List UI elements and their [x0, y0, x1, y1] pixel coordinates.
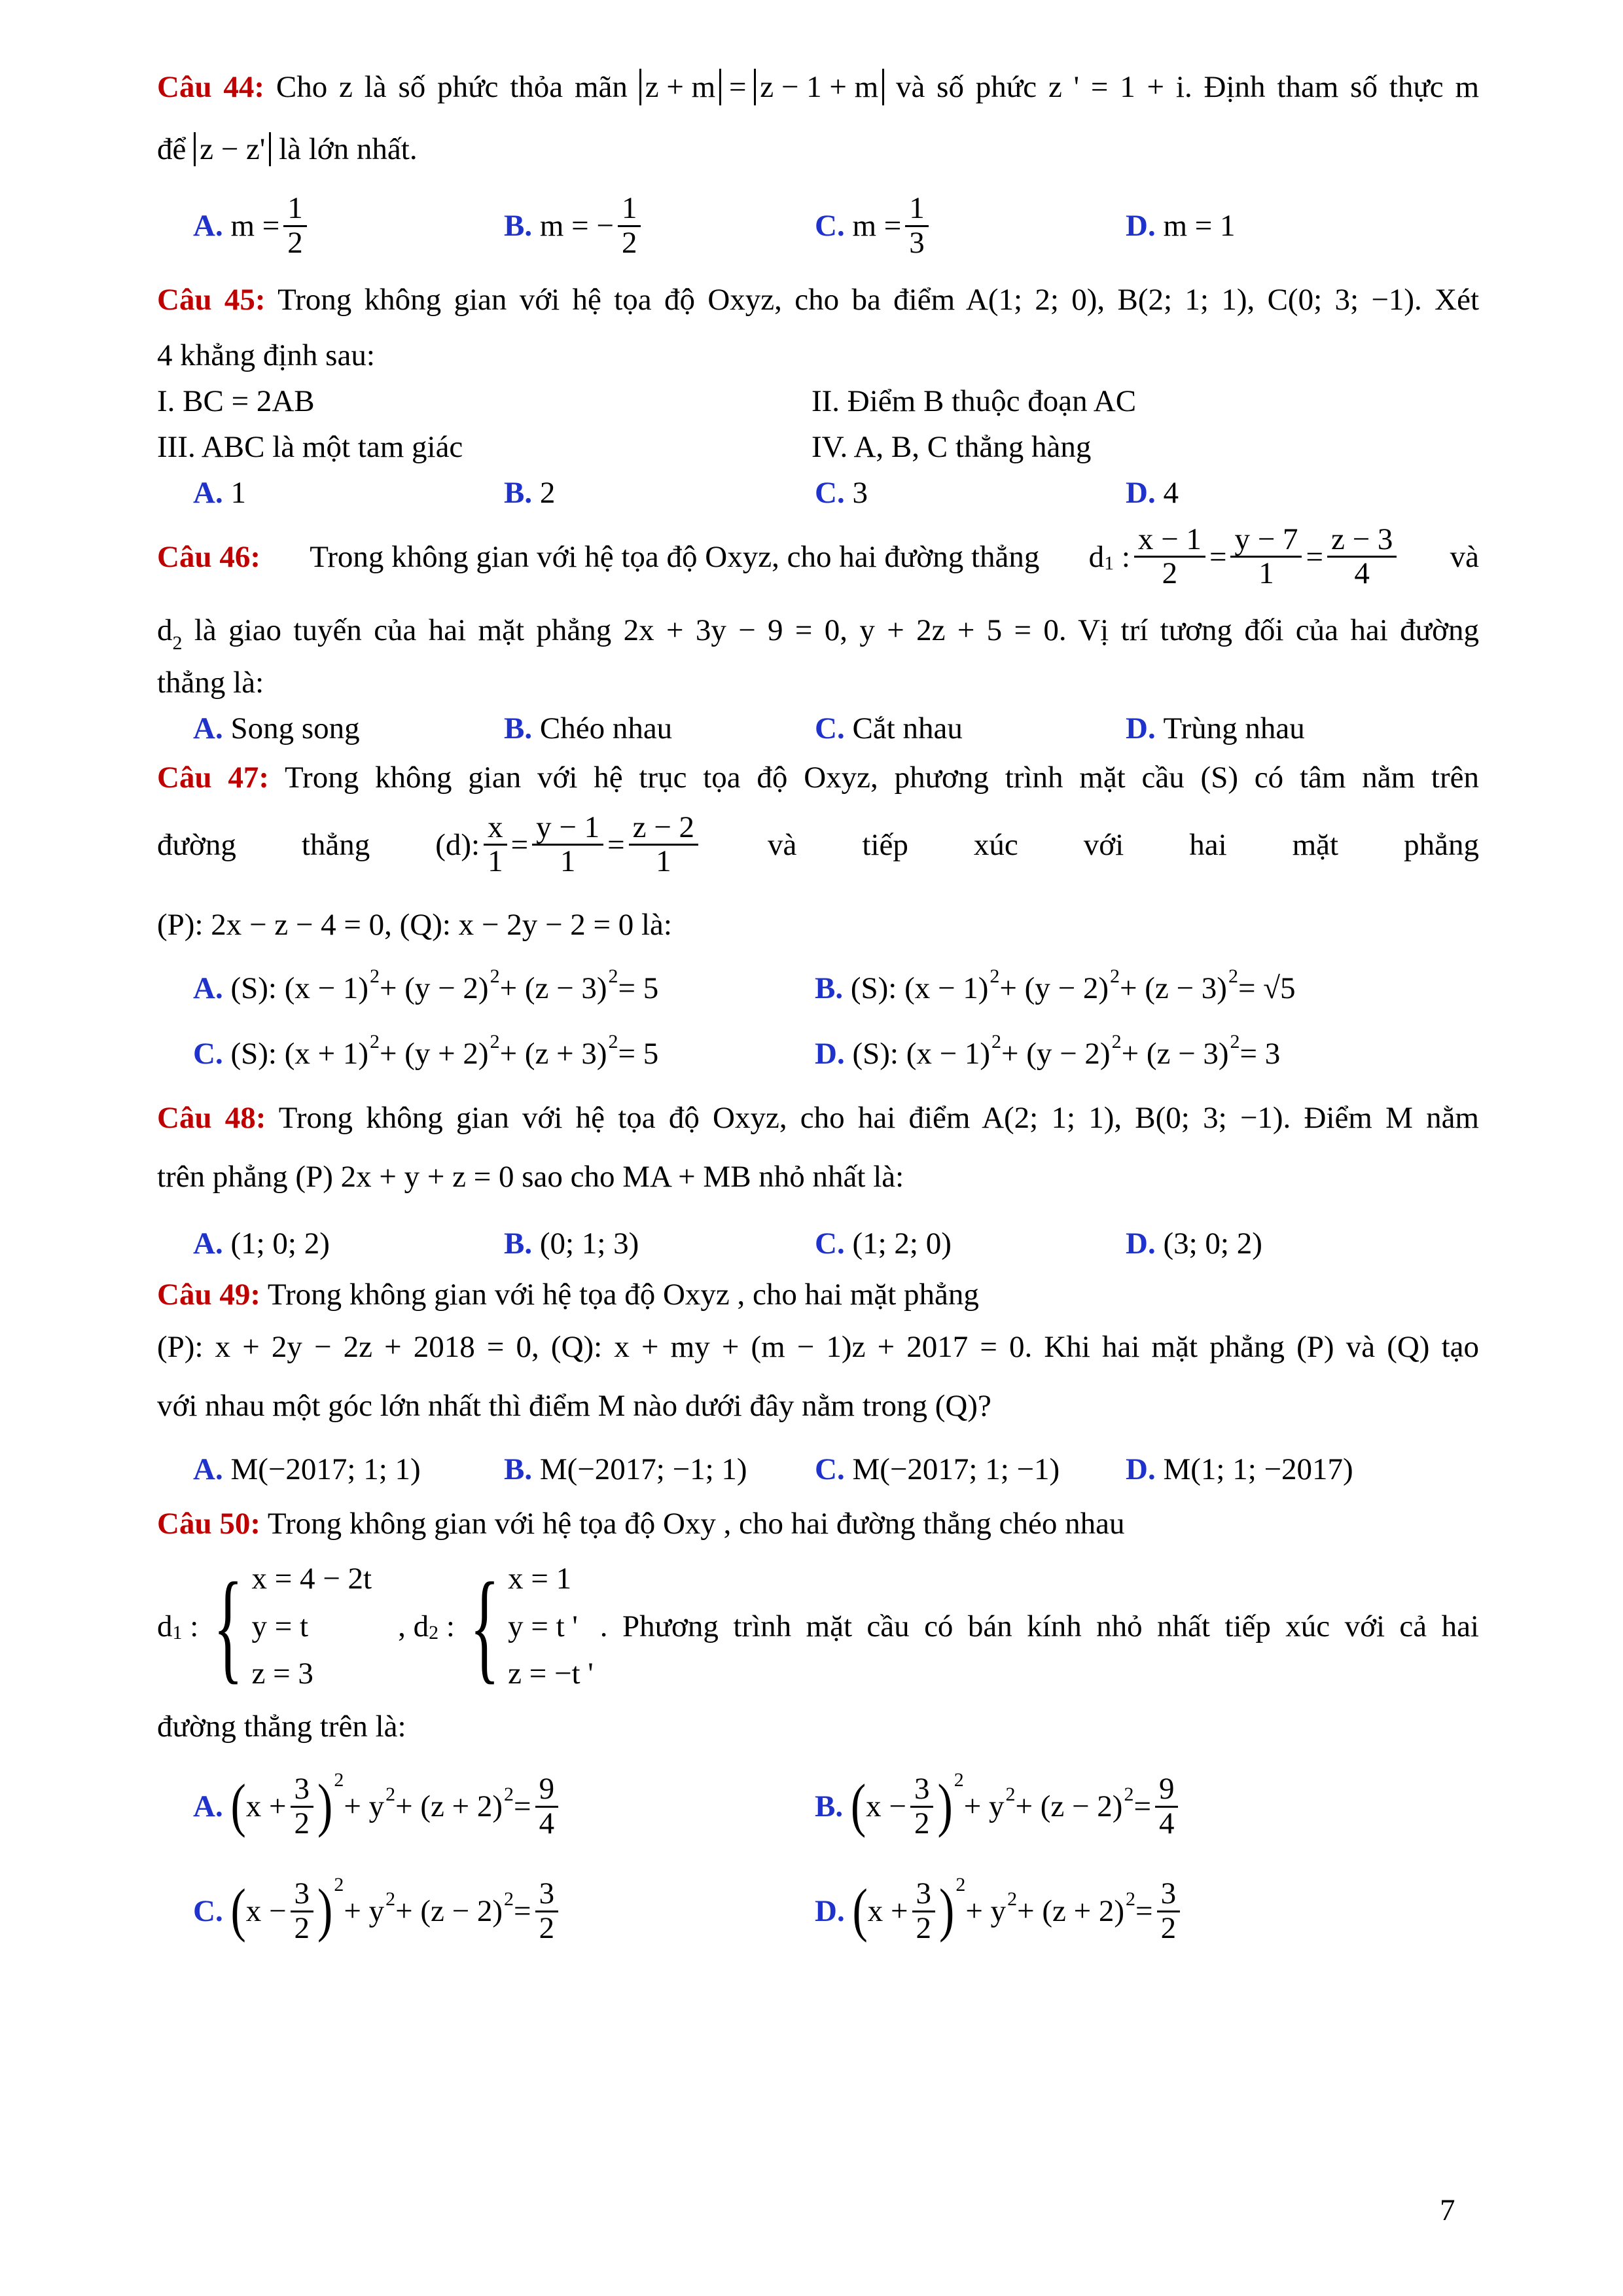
q44-option-c[interactable]: C. m = $\frac{1}{3}$ — [815, 187, 933, 265]
q46-option-b[interactable]: B. Chéo nhau — [504, 711, 673, 745]
q45-option-d[interactable]: D. 4 — [1126, 475, 1179, 510]
q44-line1: Câu 44: Cho z là số phức thỏa mãn z + m = z − 1 + m và số phức z ' = 1 + i. Định tham số thực m — [157, 69, 1479, 105]
q47-label: Câu 47: — [157, 761, 270, 795]
q47-option-a[interactable]: A. (S): (x − 1) 2 + (y − 2) 2 + (z − 3) 2 = 5 — [193, 965, 659, 1005]
q50-label: Câu 50: — [157, 1507, 260, 1541]
q49-line1: Câu 49: Trong không gian với hệ tọa độ Oxyz , cho hai mặt phẳng — [157, 1278, 979, 1312]
q44-options — [0, 187, 1623, 265]
q46-line3: thẳng là: — [157, 666, 264, 700]
q50-system-d2: x = 1 y = t ' z = −t ' — [508, 1561, 594, 1691]
q46-option-a[interactable]: A. Song song — [193, 711, 360, 745]
q47-option-d[interactable]: D. (S): (x − 1) 2 + (y − 2) 2 + (z − 3) 2 = 3 — [815, 1031, 1281, 1071]
q49-option-d[interactable]: D. M(1; 1; −2017) — [1126, 1452, 1353, 1486]
q44-option-a[interactable]: A. m = $\frac{1}{2}$ — [193, 187, 311, 265]
q47-line1: Câu 47: Trong không gian với hệ trục tọa độ Oxyz, phương trình mặt cầu (S) có tâm nằm trên — [157, 761, 1479, 795]
q46-options — [0, 704, 1623, 753]
q46-option-c[interactable]: C. Cắt nhau — [815, 711, 963, 745]
left-brace-icon: { — [469, 1558, 500, 1695]
q49-line2: (P): x + 2y − 2z + 2018 = 0, (Q): x + my + (m − 1)z + 2017 = 0. Khi hai mặt phẳng (P) và (Q) tạo — [157, 1330, 1479, 1364]
page-number: 7 — [1440, 2193, 1455, 2227]
q50-line1: Câu 50: Trong không gian với hệ tọa độ Oxy , cho hai đường thẳng chéo nhau — [157, 1507, 1125, 1541]
q50-option-a[interactable]: A. ( x + $\frac{3}{2}$ ) 2 + y 2 + (z + 2) 2 = $\frac{9}{4}$ — [193, 1761, 562, 1852]
q47-line2: đường thẳng (d): $\frac{x}{1}$ = $\frac{y - 1}{1}$ = $\frac{z - 2}{1}$ và tiếp xúc với hai mặt phẳng — [157, 810, 1479, 879]
q49-option-a[interactable]: A. M(−2017; 1; 1) — [193, 1452, 421, 1486]
q45-statements-1: I. BC = 2AB II. Điểm B thuộc đoạn AC — [157, 384, 1137, 418]
q46-line1: Câu 46: Trong không gian với hệ tọa độ Oxyz, cho hai đường thẳng d 1 : $\frac{x - 1}{2}$ = $\frac{y - 7}{1}$ = $\frac{z - 3}{4}$ và — [157, 522, 1479, 591]
q49-options — [0, 1443, 1623, 1496]
q48-line1: Câu 48: Trong không gian với hệ tọa độ Oxyz, cho hai điểm A(2; 1; 1), B(0; 3; −1). Điểm M nằm — [157, 1101, 1479, 1135]
q48-option-b[interactable]: B. (0; 1; 3) — [504, 1227, 639, 1261]
q48-options — [0, 1217, 1623, 1270]
q50-option-c[interactable]: C. ( x − $\frac{3}{2}$ ) 2 + y 2 + (z − 2) 2 = $\frac{3}{2}$ — [193, 1865, 562, 1957]
q48-option-a[interactable]: A. (1; 0; 2) — [193, 1227, 330, 1261]
q50-system-d1: x = 4 − 2t y = t z = 3 — [251, 1561, 372, 1691]
q48-label: Câu 48: — [157, 1101, 266, 1135]
q49-line3: với nhau một góc lớn nhất thì điểm M nào dưới đây nằm trong (Q)? — [157, 1389, 991, 1423]
q46-option-d[interactable]: D. Trùng nhau — [1126, 711, 1305, 745]
q47-options-row2 — [0, 1028, 1623, 1080]
q49-label: Câu 49: — [157, 1278, 260, 1312]
q50-options-row1 — [0, 1761, 1623, 1852]
q50-option-b[interactable]: B. ( x − $\frac{3}{2}$ ) 2 + y 2 + (z − 2) 2 = $\frac{9}{4}$ — [815, 1761, 1182, 1852]
q49-option-b[interactable]: B. M(−2017; −1; 1) — [504, 1452, 747, 1486]
q44-label: Câu 44: — [157, 70, 265, 104]
q45-option-c[interactable]: C. 3 — [815, 475, 868, 510]
q49-option-c[interactable]: C. M(−2017; 1; −1) — [815, 1452, 1060, 1486]
q48-option-c[interactable]: C. (1; 2; 0) — [815, 1227, 952, 1261]
q45-line2: 4 khẳng định sau: — [157, 338, 375, 372]
q48-line2: trên phẳng (P) 2x + y + z = 0 sao cho MA + MB nhỏ nhất là: — [157, 1160, 904, 1194]
q50-option-d[interactable]: D. ( x + $\frac{3}{2}$ ) 2 + y 2 + (z + 2) 2 = $\frac{3}{2}$ — [815, 1865, 1184, 1957]
q46-label: Câu 46: — [157, 539, 260, 574]
q48-option-d[interactable]: D. (3; 0; 2) — [1126, 1227, 1262, 1261]
q50-options-row2 — [0, 1865, 1623, 1957]
q50-systems: d 1 : { x = 4 − 2t y = t z = 3 , d 2 : { x = 1 y = t ' z = −t ' . Phương trình mặt cầu có bán kính nhỏ nhất tiếp xúc với cả hai — [157, 1551, 1479, 1702]
q44-option-b[interactable]: B. m = − $\frac{1}{2}$ — [504, 187, 645, 265]
q44-line2: để z − z' là lớn nhất. — [157, 132, 418, 166]
q46-line2: $d_2$ là giao tuyến của hai mặt phẳng 2x + 3y − 9 = 0, y + 2z + 5 = 0. Vị trí tương đối của hai đường — [157, 613, 1479, 655]
q47-line3: (P): 2x − z − 4 = 0, (Q): x − 2y − 2 = 0 là: — [157, 908, 672, 942]
q50-line3: đường thẳng trên là: — [157, 1710, 406, 1744]
q47-option-b[interactable]: B. (S): (x − 1) 2 + (y − 2) 2 + (z − 3) 2 = √5 — [815, 965, 1296, 1005]
q45-label: Câu 45: — [157, 283, 266, 317]
q47-options-row1 — [0, 962, 1623, 1014]
q45-line1: Câu 45: Trong không gian với hệ tọa độ Oxyz, cho ba điểm A(1; 2; 0), B(2; 1; 1), C(0; 3; −1). Xét — [157, 283, 1480, 317]
q45-option-a[interactable]: A. 1 — [193, 475, 246, 510]
q44-option-d[interactable]: D. m = 1 — [1126, 209, 1236, 243]
q45-statements-2: III. ABC là một tam giác IV. A, B, C thẳng hàng — [157, 430, 1092, 464]
q45-options — [0, 468, 1623, 517]
q45-option-b[interactable]: B. 2 — [504, 475, 556, 510]
left-brace-icon: { — [213, 1558, 243, 1695]
q47-option-c[interactable]: C. (S): (x + 1) 2 + (y + 2) 2 + (z + 3) 2 = 5 — [193, 1031, 659, 1071]
